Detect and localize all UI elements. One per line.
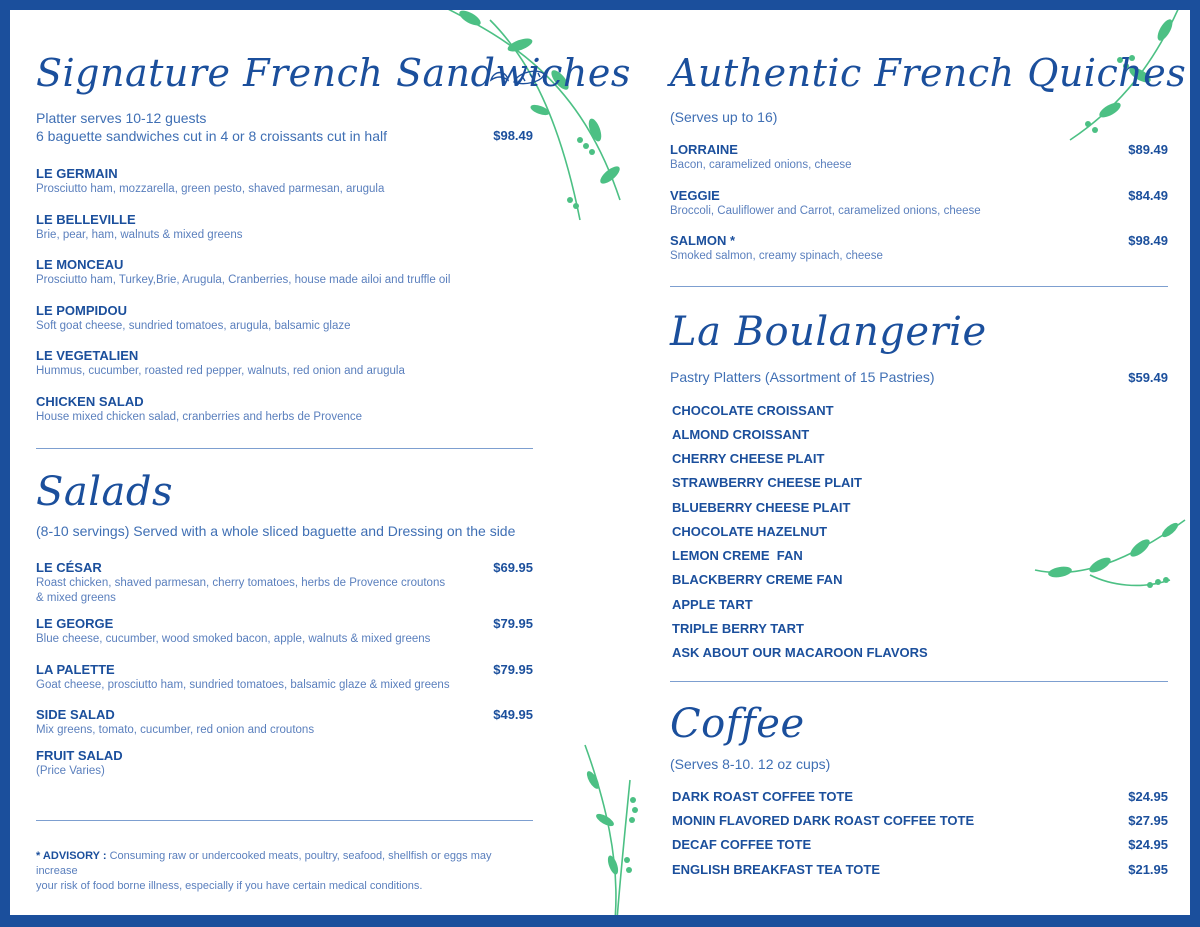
item-name: DECAF COFFEE TOTE <box>672 837 812 852</box>
item-desc: Mix greens, tomato, cucumber, red onion and croutons <box>36 724 315 736</box>
item-price: $79.95 <box>493 616 533 631</box>
item-name: MONIN FLAVORED DARK ROAST COFFEE TOTE <box>672 813 975 828</box>
item-price: $84.49 <box>1128 188 1168 203</box>
quiches-title: Authentic French Quiches <box>670 51 1187 95</box>
item-name: LE MONCEAU <box>36 257 124 272</box>
coffee-title: Coffee <box>670 701 805 747</box>
pastry-item: CHERRY CHEESE PLAIT <box>672 451 825 466</box>
item-name: CHICKEN SALAD <box>36 394 144 409</box>
item-name: VEGGIE <box>670 188 720 203</box>
pastry-item: LEMON CREME FAN <box>672 548 803 563</box>
item-name: ENGLISH BREAKFAST TEA TOTE <box>672 862 881 877</box>
boulangerie-title: La Boulangerie <box>670 309 987 355</box>
item-price: $69.95 <box>493 560 533 575</box>
advisory-text-2: your risk of food borne illness, especially if you have certain medical conditions. <box>36 880 423 892</box>
menu-item <box>36 707 533 738</box>
item-name: FRUIT SALAD <box>36 748 123 763</box>
menu-item <box>36 394 533 425</box>
pastry-item: CHOCOLATE CROISSANT <box>672 403 834 418</box>
item-price: $21.95 <box>1128 862 1168 877</box>
item-name: LE VEGETALIEN <box>36 348 139 363</box>
menu-item <box>36 303 533 334</box>
item-desc: (Price Varies) <box>36 765 105 777</box>
item-desc: House mixed chicken salad, cranberries and herbs de Provence <box>36 411 363 423</box>
pastry-item: CHOCOLATE HAZELNUT <box>672 524 828 539</box>
leaf-vine-icon <box>575 740 655 915</box>
item-desc: Goat cheese, prosciutto ham, sundried tomatoes, balsamic glaze & mixed greens <box>36 679 450 691</box>
pastry-item: APPLE TART <box>672 597 753 612</box>
divider <box>36 820 533 821</box>
item-name: DARK ROAST COFFEE TOTE <box>672 789 854 804</box>
item-desc: Smoked salmon, creamy spinach, cheese <box>670 250 883 262</box>
coffee-subtitle: (Serves 8-10. 12 oz cups) <box>670 756 831 772</box>
item-name: LORRAINE <box>670 142 738 157</box>
item-desc: Bacon, caramelized onions, cheese <box>670 159 852 171</box>
boulangerie-price: $59.49 <box>1128 370 1168 385</box>
item-price: $89.49 <box>1128 142 1168 157</box>
sandwiches-platter-desc: 6 baguette sandwiches cut in 4 or 8 croissants cut in half <box>36 128 387 144</box>
item-price: $24.95 <box>1128 837 1168 852</box>
menu-item <box>36 662 533 693</box>
salads-subtitle: (8-10 servings) Served with a whole sliced baguette and Dressing on the side <box>36 523 516 539</box>
item-desc: Broccoli, Cauliflower and Carrot, caramelized onions, cheese <box>670 205 981 217</box>
advisory-note <box>36 849 533 894</box>
item-name: LE POMPIDOU <box>36 303 128 318</box>
pastry-item: STRAWBERRY CHEESE PLAIT <box>672 475 862 490</box>
pastry-item: ASK ABOUT OUR MACAROON FLAVORS <box>672 645 928 660</box>
item-name: LE GERMAIN <box>36 166 118 181</box>
pastry-item: BLUEBERRY CHEESE PLAIT <box>672 500 851 515</box>
menu-item <box>36 616 533 647</box>
coffee-item <box>670 789 1168 804</box>
item-price: $98.49 <box>1128 233 1168 248</box>
item-desc: Blue cheese, cucumber, wood smoked bacon, apple, walnuts & mixed greens <box>36 633 431 645</box>
croissant-icon <box>488 64 548 88</box>
item-price: $24.95 <box>1128 789 1168 804</box>
item-price: $79.95 <box>493 662 533 677</box>
right-column <box>670 10 1187 915</box>
item-name: LA PALETTE <box>36 662 115 677</box>
menu-item <box>670 142 1168 173</box>
divider <box>670 681 1168 682</box>
menu-item <box>670 233 1168 264</box>
item-name: SALMON * <box>670 233 735 248</box>
item-name: LE CÉSAR <box>36 560 102 575</box>
coffee-item <box>670 813 1168 828</box>
sandwiches-serves: Platter serves 10-12 guests <box>36 110 207 126</box>
quiches-subtitle: (Serves up to 16) <box>670 109 778 125</box>
item-name: SIDE SALAD <box>36 707 115 722</box>
coffee-item <box>670 837 1168 852</box>
boulangerie-subtitle: Pastry Platters (Assortment of 15 Pastries) <box>670 369 935 385</box>
menu-item <box>36 212 533 243</box>
advisory-text: Consuming raw or undercooked meats, poultry, seafood, shellfish or eggs may increase <box>36 850 492 877</box>
item-desc: Soft goat cheese, sundried tomatoes, arugula, balsamic glaze <box>36 320 351 332</box>
item-desc: & mixed greens <box>36 592 116 604</box>
left-column <box>36 10 631 915</box>
sandwiches-title: Signature French Sandwiches <box>36 51 631 95</box>
divider <box>670 286 1168 287</box>
item-name: LE BELLEVILLE <box>36 212 136 227</box>
menu-item <box>670 188 1168 219</box>
item-name: LE GEORGE <box>36 616 114 631</box>
pastry-item: ALMOND CROISSANT <box>672 427 810 442</box>
item-price: $27.95 <box>1128 813 1168 828</box>
item-desc: Hummus, cucumber, roasted red pepper, walnuts, red onion and arugula <box>36 365 405 377</box>
menu-item <box>36 560 533 606</box>
pastry-item: BLACKBERRY CREME FAN <box>672 572 843 587</box>
item-desc: Prosciutto ham, Turkey,Brie, Arugula, Cranberries, house made ailoi and truffle oil <box>36 274 451 286</box>
menu-page <box>10 10 1190 915</box>
sandwiches-price: $98.49 <box>493 128 533 143</box>
salads-title: Salads <box>36 469 174 515</box>
coffee-item <box>670 862 1168 877</box>
item-price: $49.95 <box>493 707 533 722</box>
menu-item <box>36 748 533 779</box>
divider <box>36 448 533 449</box>
advisory-label: * ADVISORY : <box>36 850 107 862</box>
menu-item <box>36 348 533 379</box>
pastry-item: TRIPLE BERRY TART <box>672 621 804 636</box>
menu-item <box>36 166 533 197</box>
menu-item <box>36 257 533 288</box>
item-desc: Roast chicken, shaved parmesan, cherry tomatoes, herbs de Provence croutons <box>36 577 446 589</box>
item-desc: Prosciutto ham, mozzarella, green pesto, shaved parmesan, arugula <box>36 183 385 195</box>
item-desc: Brie, pear, ham, walnuts & mixed greens <box>36 229 243 241</box>
